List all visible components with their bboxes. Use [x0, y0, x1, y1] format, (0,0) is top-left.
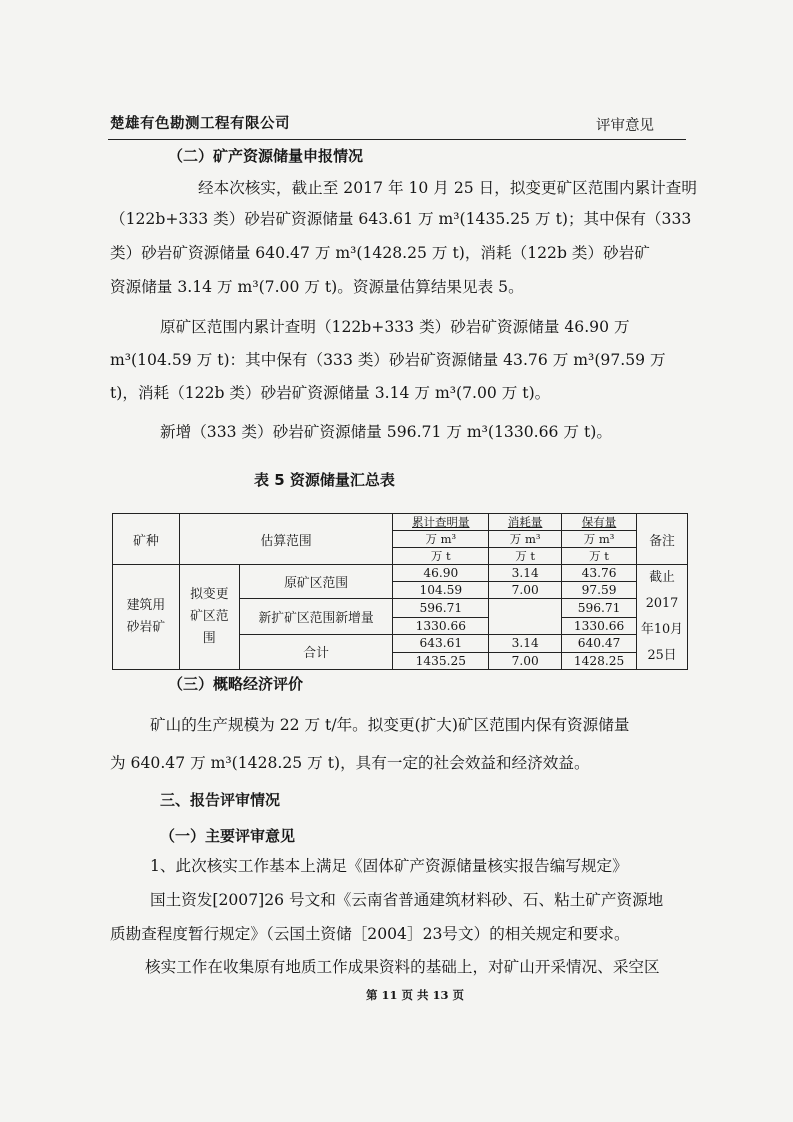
row-label: 合计	[239, 634, 393, 670]
cell-value: 643.61	[393, 634, 489, 653]
cell-value: 7.00	[489, 582, 562, 599]
cell-value: 596.71	[393, 599, 489, 618]
cell-value: 596.71	[562, 599, 637, 618]
section-3-heading: （三）概略经济评价	[168, 675, 304, 693]
unit-t: 万 t	[562, 548, 637, 565]
table-caption: 表 5 资源储量汇总表	[254, 471, 395, 489]
cell-value: 1435.25	[393, 653, 489, 670]
company-name: 楚雄有色勘测工程有限公司	[110, 115, 290, 132]
header-mineral: 矿种	[113, 514, 180, 565]
cell-value: 3.14	[489, 565, 562, 582]
s2-p2-line3: t)，消耗（122b 类）砂岩矿资源储量 3.14 万 m³(7.00 万 t)。	[110, 384, 551, 402]
unit-m3: 万 m³	[489, 531, 562, 548]
s2-p3-line1: 新增（333 类）砂岩矿资源储量 596.71 万 m³(1330.66 万 t)。	[160, 423, 612, 441]
p3-line3: 质勘查程度暂行规定》（云国土资储［2004］23号文）的相关规定和要求。	[110, 925, 630, 943]
header-scope: 估算范围	[179, 514, 392, 565]
s2-p1-line1: 经本次核实，截止至 2017 年 10 月 25 日，拟变更矿区范围内累计查明	[198, 179, 697, 197]
p3-line2: 国土资发[2007]26 号文和《云南省普通建筑材料砂、石、粘土矿产资源地	[150, 891, 664, 909]
s2-p1-line2: （122b+333 类）砂岩矿资源储量 643.61 万 m³(1435.25 万 t)；其中保有（333	[110, 210, 692, 228]
unit-m3: 万 m³	[562, 531, 637, 548]
header-divider	[108, 139, 686, 140]
header-remark: 备注	[636, 514, 687, 565]
s2-p2-line2: m³(104.59 万 t)：其中保有（333 类）砂岩矿资源储量 43.76 万 m³(97.59 万	[110, 351, 666, 369]
s2-p1-line4: 资源储量 3.14 万 m³(7.00 万 t)。资源量估算结果见表 5。	[110, 278, 524, 296]
p3-line1: 1、此次核实工作基本上满足《固体矿产资源储量核实报告编写规定》	[150, 857, 628, 875]
cell-value: 640.47	[562, 634, 637, 653]
cell-value	[489, 599, 562, 635]
s2-p1-line3: 类）砂岩矿资源储量 640.47 万 m³(1428.25 万 t)，消耗（122b 类）砂岩矿	[110, 244, 650, 262]
header-cumulative: 累计查明量	[393, 514, 489, 531]
remark-cell: 截止 2017 年10月 25日	[636, 565, 687, 670]
cell-value: 7.00	[489, 653, 562, 670]
header-retained: 保有量	[562, 514, 637, 531]
cell-value: 1428.25	[562, 653, 637, 670]
s2-p2-line1: 原矿区范围内累计查明（122b+333 类）砂岩矿资源储量 46.90 万	[160, 318, 630, 336]
cell-value: 97.59	[562, 582, 637, 599]
resource-summary-table	[112, 513, 688, 670]
s3-p1-line1: 矿山的生产规模为 22 万 t/年。拟变更(扩大)矿区范围内保有资源储量	[150, 716, 630, 734]
p3-line4: 核实工作在收集原有地质工作成果资料的基础上，对矿山开采情况、采空区	[145, 958, 660, 976]
unit-t: 万 t	[489, 548, 562, 565]
cell-value: 1330.66	[393, 617, 489, 634]
cell-value: 43.76	[562, 565, 637, 582]
part-3-sub-heading: （一）主要评审意见	[160, 827, 296, 845]
scope-group: 拟变更矿区范围	[179, 565, 239, 670]
section-2-heading: （二）矿产资源储量申报情况	[168, 147, 364, 165]
unit-t: 万 t	[393, 548, 489, 565]
page-number: 第 11 页 共 13 页	[366, 988, 465, 1002]
part-3-heading: 三、报告评审情况	[160, 791, 281, 809]
row-label: 新扩矿区范围新增量	[239, 599, 393, 635]
cell-value: 1330.66	[562, 617, 637, 634]
unit-m3: 万 m³	[393, 531, 489, 548]
cell-value: 104.59	[393, 582, 489, 599]
row-label: 原矿区范围	[239, 565, 393, 599]
header-consumed: 消耗量	[489, 514, 562, 531]
mineral-name: 建筑用砂岩矿	[113, 565, 180, 670]
s3-p1-line2: 为 640.47 万 m³(1428.25 万 t)，具有一定的社会效益和经济效益。	[110, 754, 590, 772]
document-type: 评审意见	[596, 118, 654, 134]
cell-value: 3.14	[489, 634, 562, 653]
cell-value: 46.90	[393, 565, 489, 582]
